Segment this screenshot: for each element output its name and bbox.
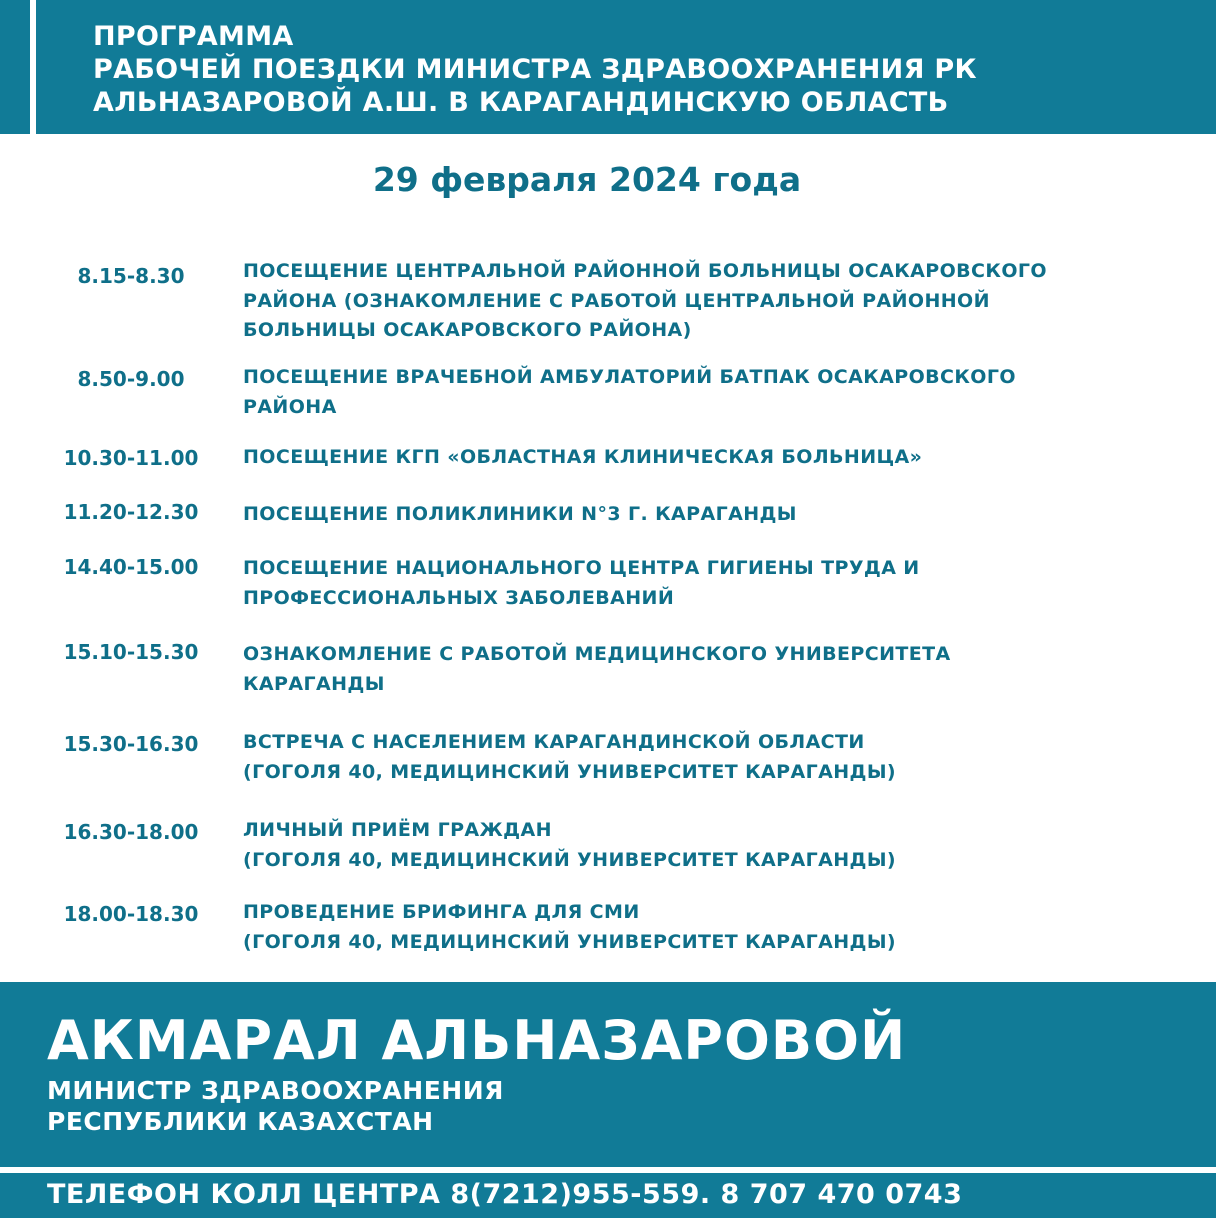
schedule-time: 10.30-11.00 [63, 446, 199, 470]
event-line: ВСТРЕЧА С НАСЕЛЕНИЕМ КАРАГАНДИНСКОЙ ОБЛАСТИ [243, 731, 865, 753]
schedule-event [243, 640, 1193, 699]
schedule-time: 15.10-15.30 [63, 640, 199, 664]
event-line: ПРОФЕССИОНАЛЬНЫХ ЗАБОЛЕВАНИЙ [243, 586, 675, 609]
schedule-event [243, 500, 1193, 530]
event-line: БОЛЬНИЦЫ ОСАКАРОВСКОГО РАЙОНА) [243, 319, 692, 341]
schedule-event [243, 816, 1193, 875]
event-line: ЛИЧНЫЙ ПРИЁМ ГРАЖДАН [243, 819, 552, 841]
event-line: ПРОВЕДЕНИЕ БРИФИНГА ДЛЯ СМИ [243, 901, 640, 923]
title-line: ПРОГРАММА [93, 21, 294, 52]
schedule-time: 14.40-15.00 [63, 555, 199, 579]
schedule-time: 15.30-16.30 [63, 732, 199, 756]
event-line: РАЙОНА [243, 395, 337, 418]
event-line: ПОСЕЩЕНИЕ КГП «ОБЛАСТНАЯ КЛИНИЧЕСКАЯ БОЛЬНИЦА» [243, 446, 923, 468]
call-center-phone: ТЕЛЕФОН КОЛЛ ЦЕНТРА 8(7212)955-559. 8 707 470 0743 [47, 1179, 963, 1210]
event-line: ПОСЕЩЕНИЕ ПОЛИКЛИНИКИ N°3 Г. КАРАГАНДЫ [243, 503, 797, 525]
schedule-time: 18.00-18.30 [63, 902, 199, 926]
position-line: МИНИСТР ЗДРАВООХРАНЕНИЯ [47, 1076, 504, 1105]
position-line: РЕСПУБЛИКИ КАЗАХСТАН [47, 1107, 434, 1136]
title-line: АЛЬНАЗАРОВОЙ А.Ш. В КАРАГАНДИНСКУЮ ОБЛАСТЬ [93, 87, 949, 118]
event-line: КАРАГАНДЫ [243, 672, 385, 695]
schedule-time: 16.30-18.00 [63, 820, 199, 844]
header-banner [0, 0, 1216, 134]
event-line: ОЗНАКОМЛЕНИЕ С РАБОТОЙ МЕДИЦИНСКОГО УНИВЕРСИТЕТА [243, 643, 951, 665]
event-line: (ГОГОЛЯ 40, МЕДИЦИНСКИЙ УНИВЕРСИТЕТ КАРАГАНДЫ) [243, 848, 896, 871]
event-line: (ГОГОЛЯ 40, МЕДИЦИНСКИЙ УНИВЕРСИТЕТ КАРАГАНДЫ) [243, 930, 896, 953]
event-line: ПОСЕЩЕНИЕ ЦЕНТРАЛЬНОЙ РАЙОННОЙ БОЛЬНИЦЫ ОСАКАРОВСКОГО [243, 260, 1047, 282]
minister-position [47, 1075, 504, 1137]
title-line: РАБОЧЕЙ ПОЕЗДКИ МИНИСТРА ЗДРАВООХРАНЕНИЯ РК [93, 54, 977, 85]
schedule-event [243, 728, 1193, 787]
program-title [93, 20, 1193, 119]
schedule-time: 8.15-8.30 [77, 264, 185, 288]
schedule-event [243, 363, 1193, 422]
event-line: РАЙОНА (ОЗНАКОМЛЕНИЕ С РАБОТОЙ ЦЕНТРАЛЬНОЙ РАЙОННОЙ [243, 289, 990, 312]
event-line: (ГОГОЛЯ 40, МЕДИЦИНСКИЙ УНИВЕРСИТЕТ КАРАГАНДЫ) [243, 760, 896, 783]
minister-name: АКМАРАЛ АЛЬНАЗАРОВОЙ [47, 1009, 907, 1072]
schedule-time: 8.50-9.00 [77, 367, 185, 391]
event-line: ПОСЕЩЕНИЕ НАЦИОНАЛЬНОГО ЦЕНТРА ГИГИЕНЫ ТРУДА И [243, 557, 920, 579]
header-accent-stripe [30, 0, 36, 134]
schedule-event [243, 898, 1193, 957]
footer-banner [0, 982, 1216, 1218]
event-line: ПОСЕЩЕНИЕ ВРАЧЕБНОЙ АМБУЛАТОРИЙ БАТПАК ОСАКАРОВСКОГО [243, 366, 1016, 388]
program-date: 29 февраля 2024 года [372, 160, 802, 199]
footer-divider [0, 1167, 1216, 1173]
schedule-time: 11.20-12.30 [63, 500, 199, 524]
schedule-event [243, 554, 1193, 613]
schedule-event [243, 443, 1193, 473]
schedule-event [243, 257, 1193, 346]
